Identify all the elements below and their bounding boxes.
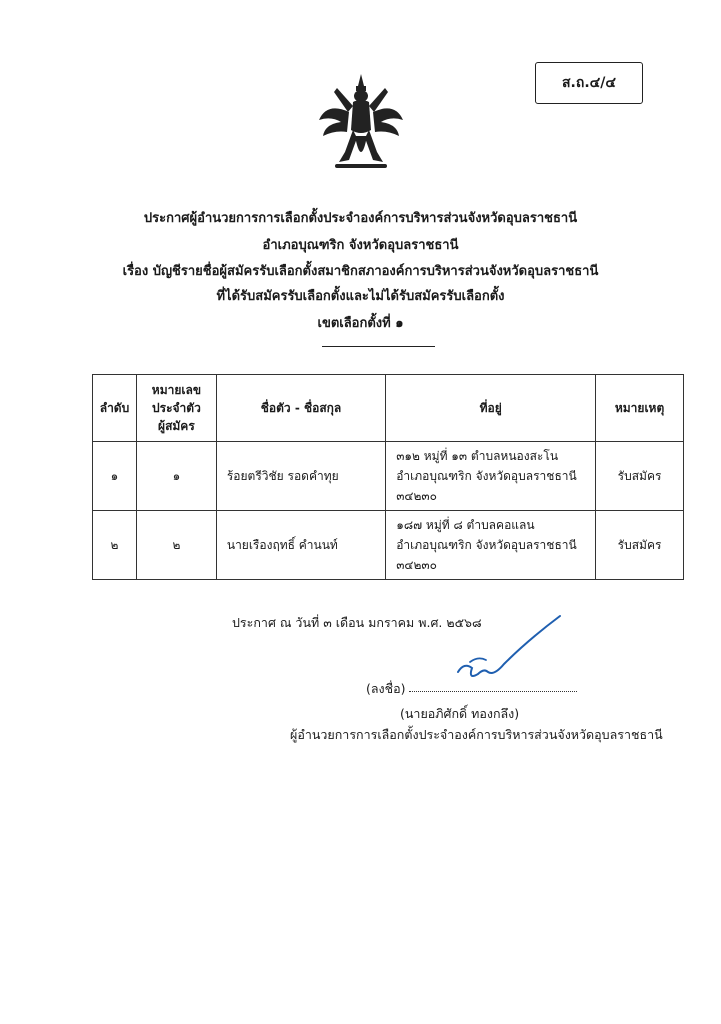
cell-remark: รับสมัคร	[596, 442, 684, 511]
signer-position: ผู้อำนวยการการเลือกตั้งประจำองค์การบริหารส่วนจังหวัดอุบลราชธานี	[290, 727, 663, 742]
heading-underline	[322, 346, 435, 347]
address-line-3: ๓๔๒๓๐	[396, 489, 437, 503]
header-name: ชื่อตัว - ชื่อสกุล	[216, 375, 385, 442]
candidate-table	[92, 374, 684, 580]
cell-name: นายเรืองฤทธิ์ คำนนท์	[216, 511, 385, 580]
header-number	[136, 375, 216, 442]
cell-address	[386, 442, 596, 511]
table-header-row	[93, 375, 684, 442]
address-line-2: อำเภอบุณฑริก จังหวัดอุบลราชธานี	[396, 469, 577, 483]
form-code-box: ส.ถ.๔/๔	[535, 62, 643, 104]
cell-name: ร้อยตรีวิชัย รอดคำทุย	[216, 442, 385, 511]
header-number-line-2: ประจำตัว	[152, 401, 201, 415]
header-order: ลำดับ	[93, 375, 137, 442]
signature-label: (ลงชื่อ)	[366, 681, 406, 696]
address-line-3: ๓๔๒๓๐	[396, 558, 437, 572]
heading-line-3: เรื่อง บัญชีรายชื่อผู้สมัครรับเลือกตั้งสมาชิกสภาองค์การบริหารส่วนจังหวัดอุบลราชธานี	[122, 264, 599, 279]
cell-number: ๒	[136, 511, 216, 580]
header-number-line-3: ผู้สมัคร	[158, 419, 195, 433]
signer-name: (นายอภิศักดิ์ ทองกลึง)	[400, 706, 520, 721]
cell-order: ๒	[93, 511, 137, 580]
address-line-1: ๑๘๗ หมู่ที่ ๘ ตำบลคอแลน	[396, 518, 535, 532]
table-row	[93, 442, 684, 511]
cell-number: ๑	[136, 442, 216, 511]
address-line-1: ๓๑๒ หมู่ที่ ๑๓ ตำบลหนองสะโน	[396, 449, 559, 463]
address-line-2: อำเภอบุณฑริก จังหวัดอุบลราชธานี	[396, 538, 577, 552]
heading-line-2: อำเภอบุณฑริก จังหวัดอุบลราชธานี	[262, 238, 459, 253]
signature-line	[409, 691, 577, 692]
cell-remark: รับสมัคร	[596, 511, 684, 580]
header-remark: หมายเหตุ	[596, 375, 684, 442]
header-number-line-1: หมายเลข	[151, 383, 202, 397]
cell-address	[386, 511, 596, 580]
heading-line-1: ประกาศผู้อำนวยการการเลือกตั้งประจำองค์การบริหารส่วนจังหวัดอุบลราชธานี	[143, 211, 578, 226]
table-row	[93, 511, 684, 580]
heading-line-4: ที่ได้รับสมัครรับเลือกตั้งและไม่ได้รับสมัครรับเลือกตั้ง	[216, 289, 505, 304]
header-address: ที่อยู่	[386, 375, 596, 442]
handwritten-signature	[450, 610, 570, 690]
cell-order: ๑	[93, 442, 137, 511]
garuda-emblem-icon	[315, 72, 407, 176]
announcement-date: ประกาศ ณ วันที่ ๓ เดือน มกราคม พ.ศ. ๒๕๖๘	[232, 615, 482, 630]
heading-line-5: เขตเลือกตั้งที่ ๑	[317, 316, 404, 331]
